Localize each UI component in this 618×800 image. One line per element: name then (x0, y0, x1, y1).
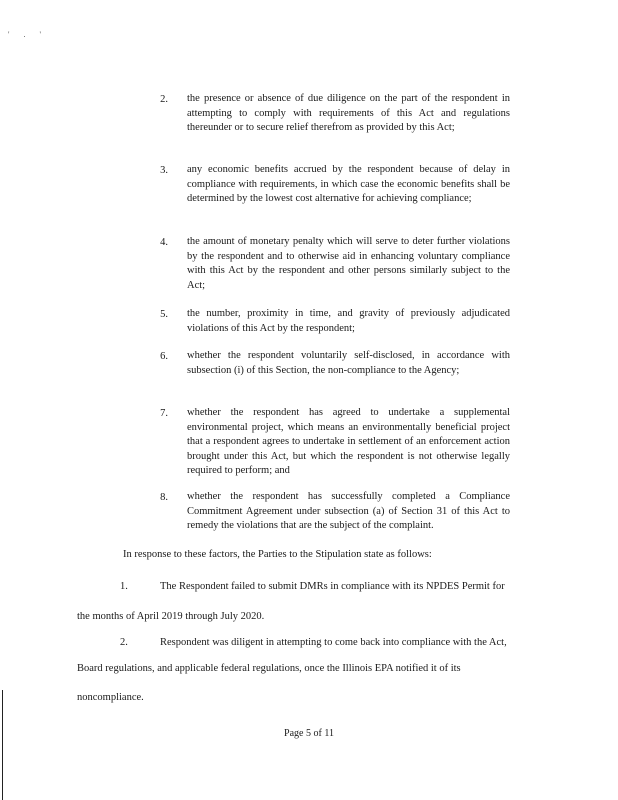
paragraph-line: noncompliance. (77, 692, 144, 703)
factor-number: 5. (160, 309, 168, 320)
scan-artifact: ' . ' (8, 30, 47, 39)
factor-number: 4. (160, 237, 168, 248)
paragraph-line: The Respondent failed to submit DMRs in compliance with its NPDES Permit for (160, 581, 505, 592)
factor-number: 8. (160, 492, 168, 503)
factor-number: 7. (160, 408, 168, 419)
paragraph-line: Respondent was diligent in attempting to come back into compliance with the Act, (160, 637, 507, 648)
scan-edge-line (2, 690, 3, 800)
factor-text: the number, proximity in time, and gravity of previously adjudicated violations of this Act by the respondent; (187, 308, 510, 334)
factor-text: the presence or absence of due diligence on the part of the respondent in attempting to comply with requirements of this Act and regulations thereunder or to secure relief therefrom as provided by this Act; (187, 93, 510, 134)
page-number-footer: Page 5 of 11 (284, 728, 334, 739)
paragraph-number: 1. (120, 581, 128, 592)
paragraph-line: Board regulations, and applicable federal regulations, once the Illinois EPA notified it of its (77, 663, 461, 674)
response-intro: In response to these factors, the Parties to the Stipulation state as follows: (123, 549, 432, 560)
factor-number: 6. (160, 351, 168, 362)
factor-number: 2. (160, 94, 168, 105)
factor-text: whether the respondent voluntarily self-disclosed, in accordance with subsection (i) of this Section, the non-compliance to the Agency; (187, 350, 510, 376)
factor-text: whether the respondent has successfully completed a Compliance Commitment Agreement under subsection (a) of Section 31 of this Act to remedy the violations that are the subject of the complaint. (187, 491, 510, 532)
paragraph-line: the months of April 2019 through July 2020. (77, 611, 265, 622)
factor-text: whether the respondent has agreed to undertake a supplemental environmental project, which means an environmentally beneficial project that a respondent agrees to undertake in settlement of an enforcement action brought under this Act, but which the respondent is not otherwise legally required to perform; and (187, 407, 510, 477)
factor-text: the amount of monetary penalty which will serve to deter further violations by the respondent and to otherwise aid in enhancing voluntary compliance with this Act by the respondent and other persons similarly subject to the Act; (187, 236, 510, 291)
factor-text: any economic benefits accrued by the respondent because of delay in compliance with requirements, in which case the economic benefits shall be determined by the lowest cost alternative for achieving compliance; (187, 164, 510, 205)
factor-number: 3. (160, 165, 168, 176)
paragraph-number: 2. (120, 637, 128, 648)
